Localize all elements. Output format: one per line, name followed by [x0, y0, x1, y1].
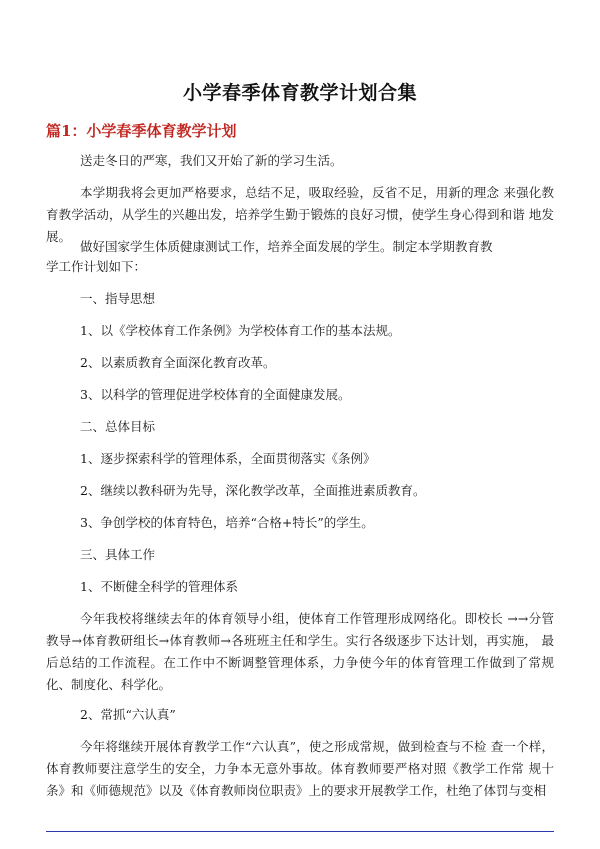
list-item: 1、逐步探索科学的管理体系，全面贯彻落实《条例》: [80, 451, 376, 466]
heading-specific-work: 三、具体工作: [80, 547, 156, 562]
heading-overall-goals: 二、总体目标: [80, 419, 156, 434]
list-item: 1、以《学校体育工作条例》为学校体育工作的基本法规。: [80, 323, 401, 338]
list-item: 2、以素质教育全面深化教育改革。: [80, 355, 276, 370]
section-title: 篇1：小学春季体育教学计划: [46, 122, 237, 140]
paragraph-intro: 送走冬日的严寒，我们又开始了新的学习生活。: [80, 153, 343, 168]
paragraph-plan: 本学期我将会更加严格要求，总结不足，吸取经验，反省不足，用新的理念 来强化教育教学活动，从学生的兴趣出发，培养学生勤于锻炼的良好习惯，使学生身心得到和谐 地发展。: [46, 185, 554, 244]
document-title: 小学春季体育教学计划合集: [182, 82, 417, 104]
list-item: 3、以科学的管理促进学校体育的全面健康发展。: [80, 387, 351, 402]
paragraph-six-earnest: 今年将继续开展体育教学工作“六认真”，使之形成常规，做到检查与不检 查一个样，体育教师要注意学生的安全，力争本无意外事故。体育教师要严格对照《教学工作常 规十条》和《师德规范》以及《体育教师岗位职责》上的要求开展教学工作，杜绝了体罚与变相: [46, 739, 554, 798]
list-item: 1、不断健全科学的管理体系: [80, 579, 238, 594]
heading-guiding-thought: 一、指导思想: [80, 291, 156, 306]
paragraph-management: 今年我校将继续去年的体育领导小组，使体育工作管理形成网络化。即校长 →→分管教导→体育教研组长→体育教师→各班班主任和学生。实行各级逐步下达计划，再实施， 最后总结的工作流程。在工作中不断调整管理体系，力争使今年的体育管理工作做到了常规化、制度化、科学化。: [46, 611, 554, 692]
footer-divider: [46, 831, 554, 832]
paragraph-test-line1: 做好国家学生体质健康测试工作，培养全面发展的学生。制定本学期教育教: [80, 239, 493, 254]
list-item: 2、常抓“六认真”: [80, 707, 176, 722]
list-item: 2、继续以教科研为先导，深化教学改革，全面推进素质教育。: [80, 483, 426, 498]
list-item: 3、争创学校的体育特色，培养“合格+特长”的学生。: [80, 515, 374, 530]
paragraph-test-line2: 学工作计划如下：: [46, 259, 147, 274]
